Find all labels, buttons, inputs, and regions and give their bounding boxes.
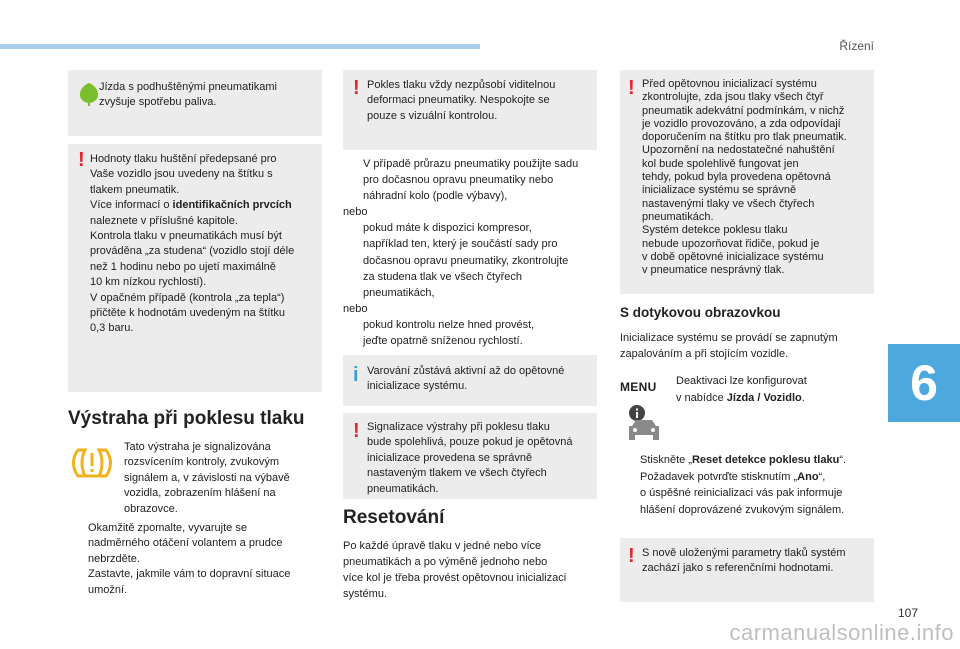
section-title: Řízení: [839, 39, 874, 53]
text-line: je vozidlo provozováno, a zda odpovídají: [642, 117, 841, 130]
list-item: pokud máte k dispozici kompresor, například ten, který je součástí sady pro dočasnou opravu pneumatiky, zkontrolujte za studena tlak ve všech čtyřech pneumatikách,: [363, 222, 569, 299]
text-line: Deaktivaci lze konfigurovat: [676, 375, 807, 387]
text-line: Upozornění na nedostatečné nahuštění: [642, 144, 835, 157]
list-item: pokud kontrolu nelze hned provést, jeďte opatrně sníženou rychlostí.: [363, 318, 535, 348]
text-line: zapalováním a při stojícím vozidle.: [620, 348, 789, 360]
page-number: 107: [898, 606, 919, 620]
pressure-line: tlakem pneumatik.: [90, 183, 180, 196]
tpms-warning-lamp-icon: [72, 446, 112, 480]
active-note-box: [343, 355, 597, 406]
text-line: v době opětovné inicializace systému: [642, 250, 824, 263]
text-line: Před opětovnou inicializací systému: [642, 78, 817, 90]
pressure-warning-box: [68, 144, 322, 392]
lamp-text-line: signálem a, v závislosti na výbavě: [124, 471, 290, 484]
menu-path: Jízda / Vozidlo: [726, 391, 802, 404]
lamp-text-line: Tato výstraha je signalizována: [124, 441, 271, 453]
text-line: inicializace systému.: [367, 380, 468, 393]
pressure-line: Více informací o identifikačních prvcích: [90, 199, 292, 212]
reset-option-label: Reset detekce poklesu tlaku: [691, 454, 840, 466]
list-item: Stiskněte „Reset detekce poklesu tlaku“.: [640, 454, 847, 466]
text-line: pneumatik adekvátní podmínkám, v nichž: [642, 104, 845, 117]
pressure-line: než 1 hodinu nebo po ujetí maximálně: [90, 260, 276, 273]
pressure-line: V opačném případě (kontrola „za tepla“): [90, 291, 285, 304]
lamp-text-line: rozsvícením kontroly, zvukovým: [124, 456, 280, 469]
pressure-line: Hodnoty tlaku huštění předepsané pro: [90, 153, 277, 165]
lamp-text-line: vozidla, zobrazením hlášení na: [124, 487, 276, 500]
text-line: v nabídce Jízda / Vozidlo.: [676, 391, 805, 404]
reliability-warning-box: [343, 413, 597, 499]
warning-icon: !: [628, 545, 635, 567]
deformation-warning-box: [343, 70, 597, 150]
text-line: pneumatikách.: [642, 210, 714, 223]
text-line: tehdy, pokud byla provedena opětovná: [642, 171, 831, 184]
watermark: carmanualsonline.info: [729, 620, 954, 645]
eco-note-box: [68, 70, 322, 136]
text-line: kol bude spolehlivě fungovat jen: [642, 157, 799, 170]
text-line: Inicializace systému se provádí se zapnutým: [620, 332, 838, 344]
text-line: Pokles tlaku vždy nezpůsobí viditelnou: [367, 79, 556, 91]
text-line: deformaci pneumatiky. Nespokojte se: [367, 94, 550, 107]
before-reset-warning-box: [620, 70, 874, 294]
pressure-line: naleznete v příslušné kapitole.: [90, 214, 238, 227]
text-line: nebude upozorňovat řidiče, pokud je: [642, 237, 820, 250]
text-line: v pneumatice nesprávný tlak.: [642, 264, 785, 277]
text-line: bude spolehlivá, pouze pokud je opětovná: [367, 436, 573, 449]
section-heading-touchscreen: S dotykovou obrazovkou: [620, 305, 781, 320]
text-line: zachází jako s referenčními hodnotami.: [642, 562, 834, 575]
warning-icon: !: [628, 77, 635, 99]
or-text: nebo: [343, 206, 368, 219]
header-accent-bar: [0, 44, 480, 49]
text-line: Systém detekce poklesu tlaku: [642, 224, 788, 237]
text-line: pneumatikách.: [367, 482, 439, 495]
text-line: zkontrolujte, zda jsou tlaky všech čtyř: [642, 91, 824, 104]
text-line: systému.: [343, 588, 388, 600]
pressure-line: 0,3 baru.: [90, 322, 134, 335]
chapter-tab: 6: [888, 344, 960, 422]
menu-key-label: MENU: [620, 380, 657, 394]
vehicle-info-icon: [626, 404, 662, 442]
eco-leaf-icon: [78, 82, 100, 106]
text-line: více kol je třeba provést opětovnou inicializaci: [343, 572, 567, 584]
text-line: pneumatikách a po výměně jednoho nebo: [343, 556, 548, 568]
section-heading-tpms: Výstraha při poklesu tlaku: [68, 408, 305, 429]
list-item: Okamžitě zpomalte, vyvarujte se nadměrného otáčení volantem a prudce nebrzděte.: [88, 522, 283, 565]
confirm-option-label: Ano: [797, 470, 819, 483]
warning-icon: !: [353, 77, 360, 99]
pressure-line: 10 km nízkou rychlostí).: [90, 276, 207, 289]
info-icon: i: [353, 364, 359, 386]
text-line: Varování zůstává aktivní až do opětovné: [367, 365, 565, 377]
warning-icon: !: [78, 149, 85, 171]
text-line: nastaveným tlakem ve všech čtyřech: [367, 467, 547, 480]
pressure-line: Vaše vozidlo jsou uvedeny na štítku s: [90, 168, 273, 181]
lamp-text-line: obrazovce.: [124, 502, 178, 515]
eco-note-line-2: zvyšuje spotřebu paliva.: [99, 96, 217, 109]
text-line: pouze s vizuální kontrolou.: [367, 109, 498, 122]
warning-icon: !: [353, 420, 360, 442]
section-heading-reset: Resetování: [343, 507, 445, 528]
list-item: V případě průrazu pneumatiky použijte sadu pro dočasnou opravu pneumatiky nebo náhradní kolo (podle výbavy),: [363, 158, 579, 203]
saved-params-warning-box: [620, 538, 874, 602]
text-line: Signalizace výstrahy při poklesu tlaku: [367, 421, 550, 433]
list-item: Požadavek potvrďte stisknutím „Ano“, o úspěšné reinicializaci vás pak informuje hlášení doprovázené zvukovým signálem.: [640, 470, 845, 516]
pressure-line: přičtěte k hodnotám uvedeným na štítku: [90, 307, 286, 320]
text-line: Po každé úpravě tlaku v jedné nebo více: [343, 540, 542, 552]
or-text: nebo: [343, 302, 368, 315]
text-line: doporučením na štítku pro tlak pneumatik.: [642, 131, 847, 144]
text-line: S nově uloženými parametry tlaků systém: [642, 547, 846, 559]
pressure-line: Kontrola tlaku v pneumatikách musí být: [90, 230, 282, 243]
eco-note-line-1: Jízda s podhuštěnými pneumatikami: [99, 81, 277, 93]
list-item: Zastavte, jakmile vám to dopravní situace umožní.: [88, 568, 291, 596]
text-line: nastavenými tlaky ve všech čtyřech: [642, 197, 815, 210]
text-line: inicializace provedena se správně: [367, 451, 533, 464]
identification-ref: identifikačních prvcích: [172, 199, 292, 212]
pressure-line: prováděna „za studena“ (vozidlo stojí déle: [90, 245, 295, 258]
text-line: inicializace systému se správně: [642, 184, 797, 197]
